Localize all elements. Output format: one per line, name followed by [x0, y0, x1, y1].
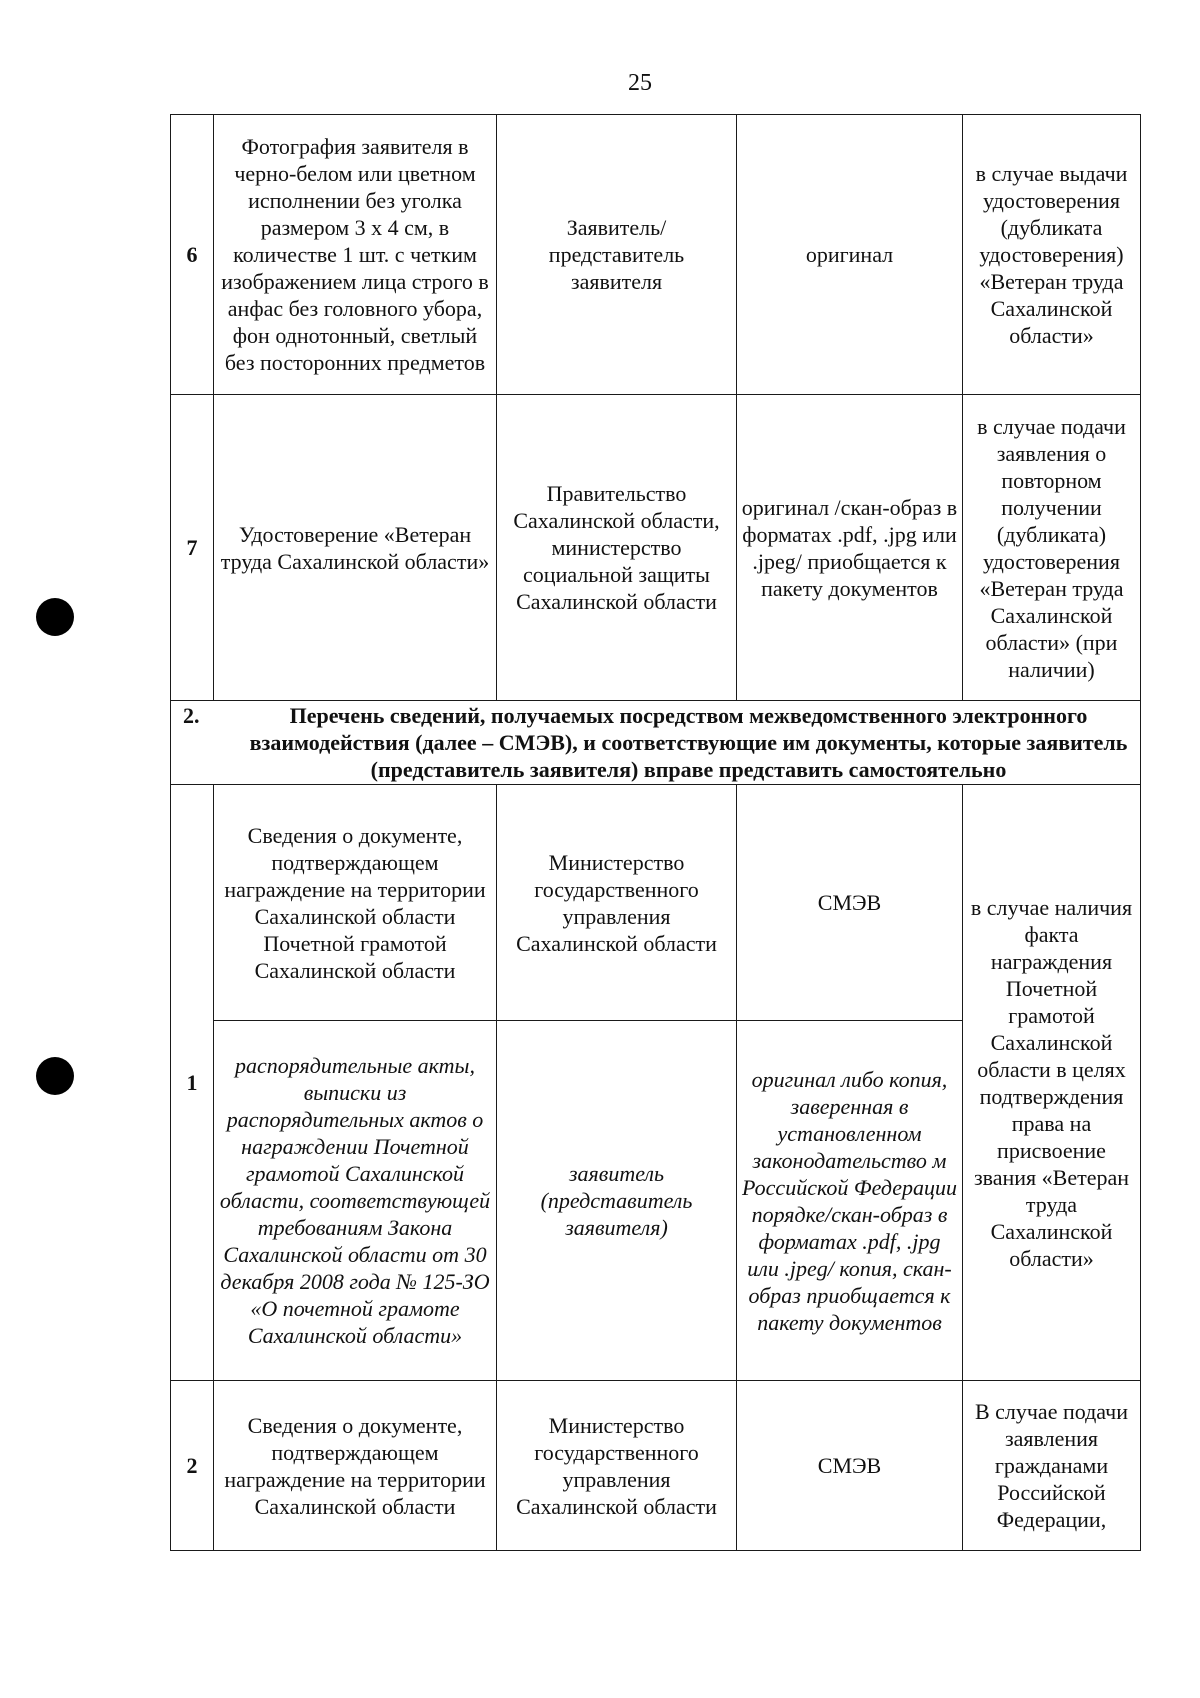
source-cell: Заявитель/ представитель заявителя [497, 115, 737, 395]
punch-hole-mark [36, 1057, 74, 1095]
section-number: 2. [183, 703, 200, 728]
punch-hole-mark [36, 598, 74, 636]
form-cell: оригинал либо копия, заверенная в установленном законодательство м Российской Федерации порядке/скан-образ в форматах .pdf, .jpg или .jpeg/ копия, скан-образ приобщается к пакету документов [737, 1021, 963, 1381]
condition-cell: в случае подачи заявления о повторном получении (дубликата) удостоверения «Ветеран труда Сахалинской области» (при наличии) [963, 395, 1141, 701]
table-row [171, 115, 1141, 395]
row-number: 2 [171, 1381, 214, 1551]
table-row [171, 1381, 1141, 1551]
form-cell: оригинал /скан-образ в форматах .pdf, .jpg или .jpeg/ приобщается к пакету документов [737, 395, 963, 701]
document-cell: Фотография заявителя в черно-белом или цветном исполнении без уголка размером 3 х 4 см, в количестве 1 шт. с четким изображением лица строго в анфас без головного убора, фон однотонный, светлый без посторонних предметов [214, 115, 497, 395]
row-number: 7 [171, 395, 214, 701]
table-row [171, 785, 1141, 1021]
page-number: 25 [628, 70, 652, 96]
source-cell: Министерство государственного управления Сахалинской области [497, 1381, 737, 1551]
document-cell: Сведения о документе, подтверждающем награждение на территории Сахалинской области Почетной грамотой Сахалинской области [214, 785, 497, 1021]
form-cell: СМЭВ [737, 785, 963, 1021]
condition-cell: в случае выдачи удостоверения (дубликата удостоверения) «Ветеран труда Сахалинской области» [963, 115, 1141, 395]
section-title: Перечень сведений, получаемых посредством межведомственного электронного взаимодействия (далее – СМЭВ), и соответствующие им документы, которые заявитель (представитель заявителя) вправе представить самостоятельно [249, 703, 1128, 782]
documents-table [170, 114, 1141, 1551]
form-cell: оригинал [737, 115, 963, 395]
source-cell: Министерство государственного управления Сахалинской области [497, 785, 737, 1021]
section-header-row [171, 701, 1141, 785]
section-header-cell [171, 701, 1141, 785]
document-cell: Сведения о документе, подтверждающем награждение на территории Сахалинской области [214, 1381, 497, 1551]
source-cell: Правительство Сахалинской области, министерство социальной защиты Сахалинской области [497, 395, 737, 701]
table-row [171, 395, 1141, 701]
form-cell: СМЭВ [737, 1381, 963, 1551]
source-cell: заявитель (представитель заявителя) [497, 1021, 737, 1381]
document-cell: распорядительные акты, выписки из распорядительных актов о награждении Почетной грамотой Сахалинской области, соответствующей требованиям Закона Сахалинской области от 30 декабря 2008 года № 125-ЗО «О почетной грамоте Сахалинской области» [214, 1021, 497, 1381]
row-number: 1 [171, 785, 214, 1381]
row-number: 6 [171, 115, 214, 395]
condition-cell: В случае подачи заявления гражданами Российской Федерации, [963, 1381, 1141, 1551]
condition-cell: в случае наличия факта награждения Почетной грамотой Сахалинской области в целях подтверждения права на присвоение звания «Ветеран труда Сахалинской области» [963, 785, 1141, 1381]
document-cell: Удостоверение «Ветеран труда Сахалинской области» [214, 395, 497, 701]
